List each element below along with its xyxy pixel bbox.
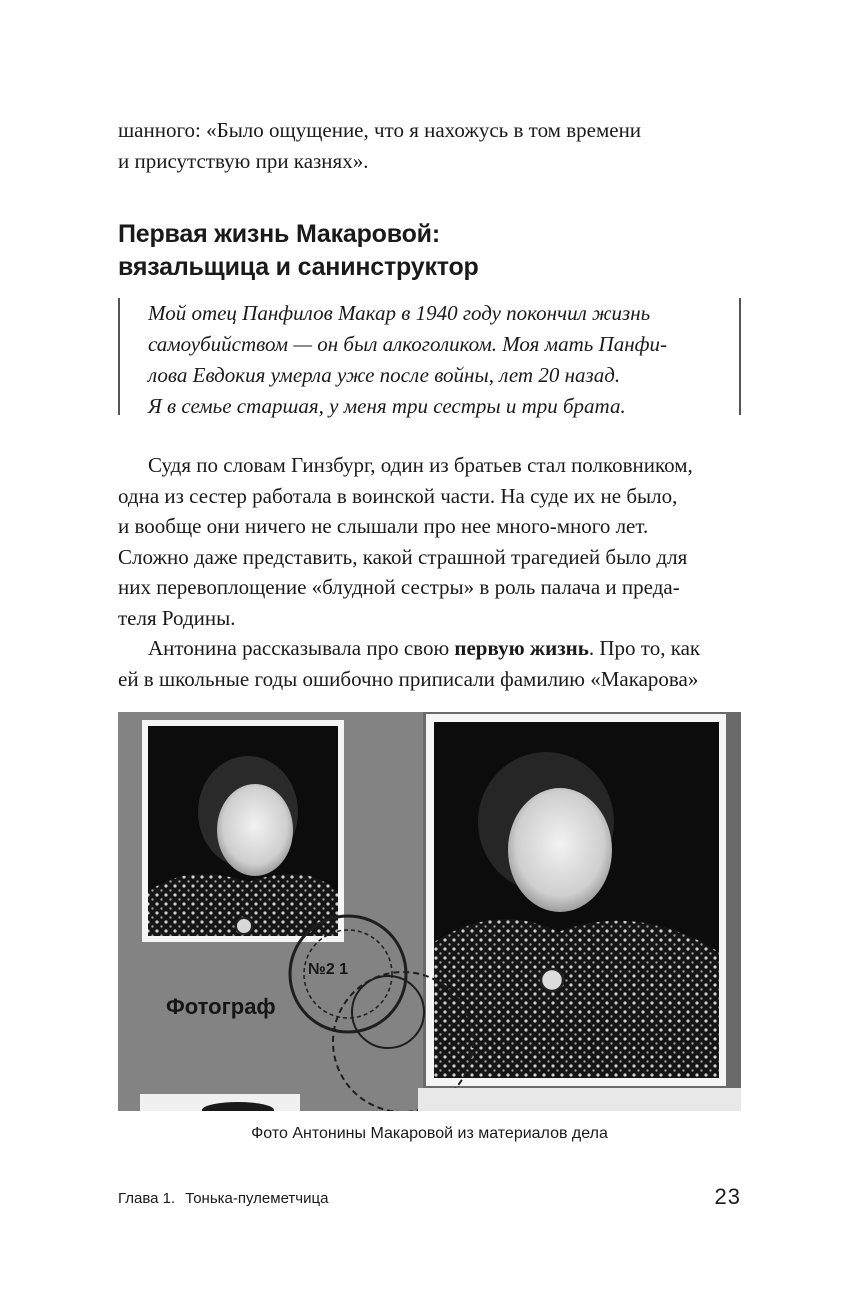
portrait-photo-right <box>426 714 726 1086</box>
chapter-label: Глава 1. <box>118 1190 176 1207</box>
text-line: одна из сестер работала в воинской части. На суде их не было, <box>118 483 678 508</box>
quote-line: лова Евдокия умерла уже после войны, лет 20 назад. <box>148 363 621 387</box>
text-line: и присутствую при казнях». <box>118 148 369 173</box>
chapter-title: Тонька-пулеметчица <box>185 1190 329 1207</box>
text-line: шанного: «Было ощущение, что я нахожусь в том времени <box>118 118 642 142</box>
text-line: и вообще они ничего не слышали про нее много-много лет. <box>118 514 649 538</box>
archive-photo-drawing <box>118 712 741 1111</box>
photo-caption: Фото Антонины Макаровой из материалов дела <box>251 1125 608 1142</box>
bold-phrase: первую жизнь <box>454 636 589 660</box>
text-line: них перевоплощение «блудной сестры» в роль палача и преда- <box>118 575 680 599</box>
stamp-text: Фотограф <box>166 994 276 1019</box>
section-heading <box>118 218 741 284</box>
quote-line: Мой отец Панфилов Макар в 1940 году покончил жизнь <box>148 301 651 325</box>
archive-photo <box>118 712 741 1111</box>
running-footer <box>118 1189 328 1209</box>
section-heading-line: Первая жизнь Макаровой: <box>118 220 440 248</box>
stamp-number: №2 1 <box>308 961 349 978</box>
text-line: Судя по словам Гинзбург, один из братьев стал полковником, <box>148 453 693 477</box>
text-run: . Про то, как <box>588 636 701 660</box>
section-heading-line: вязальщица и санинструктор <box>118 253 479 281</box>
body-text <box>118 450 741 694</box>
intro-paragraph <box>118 115 741 176</box>
portrait-photo-left <box>142 720 344 942</box>
page-number: 23 <box>714 1184 741 1209</box>
text-run: Антонина рассказывала про свою <box>148 636 455 660</box>
text-line: ей в школьные годы ошибочно приписали фамилию «Макарова» <box>118 666 699 691</box>
text-line: теля Родины. <box>118 605 236 630</box>
quote-block <box>118 298 741 418</box>
text-line: Сложно даже представить, какой страшной трагедией было для <box>118 544 688 569</box>
quote-line: самоубийством — он был алкоголиком. Моя мать Панфи- <box>148 332 668 356</box>
text-line <box>118 633 741 664</box>
quote-line: Я в семье старшая, у меня три сестры и три брата. <box>148 394 626 418</box>
